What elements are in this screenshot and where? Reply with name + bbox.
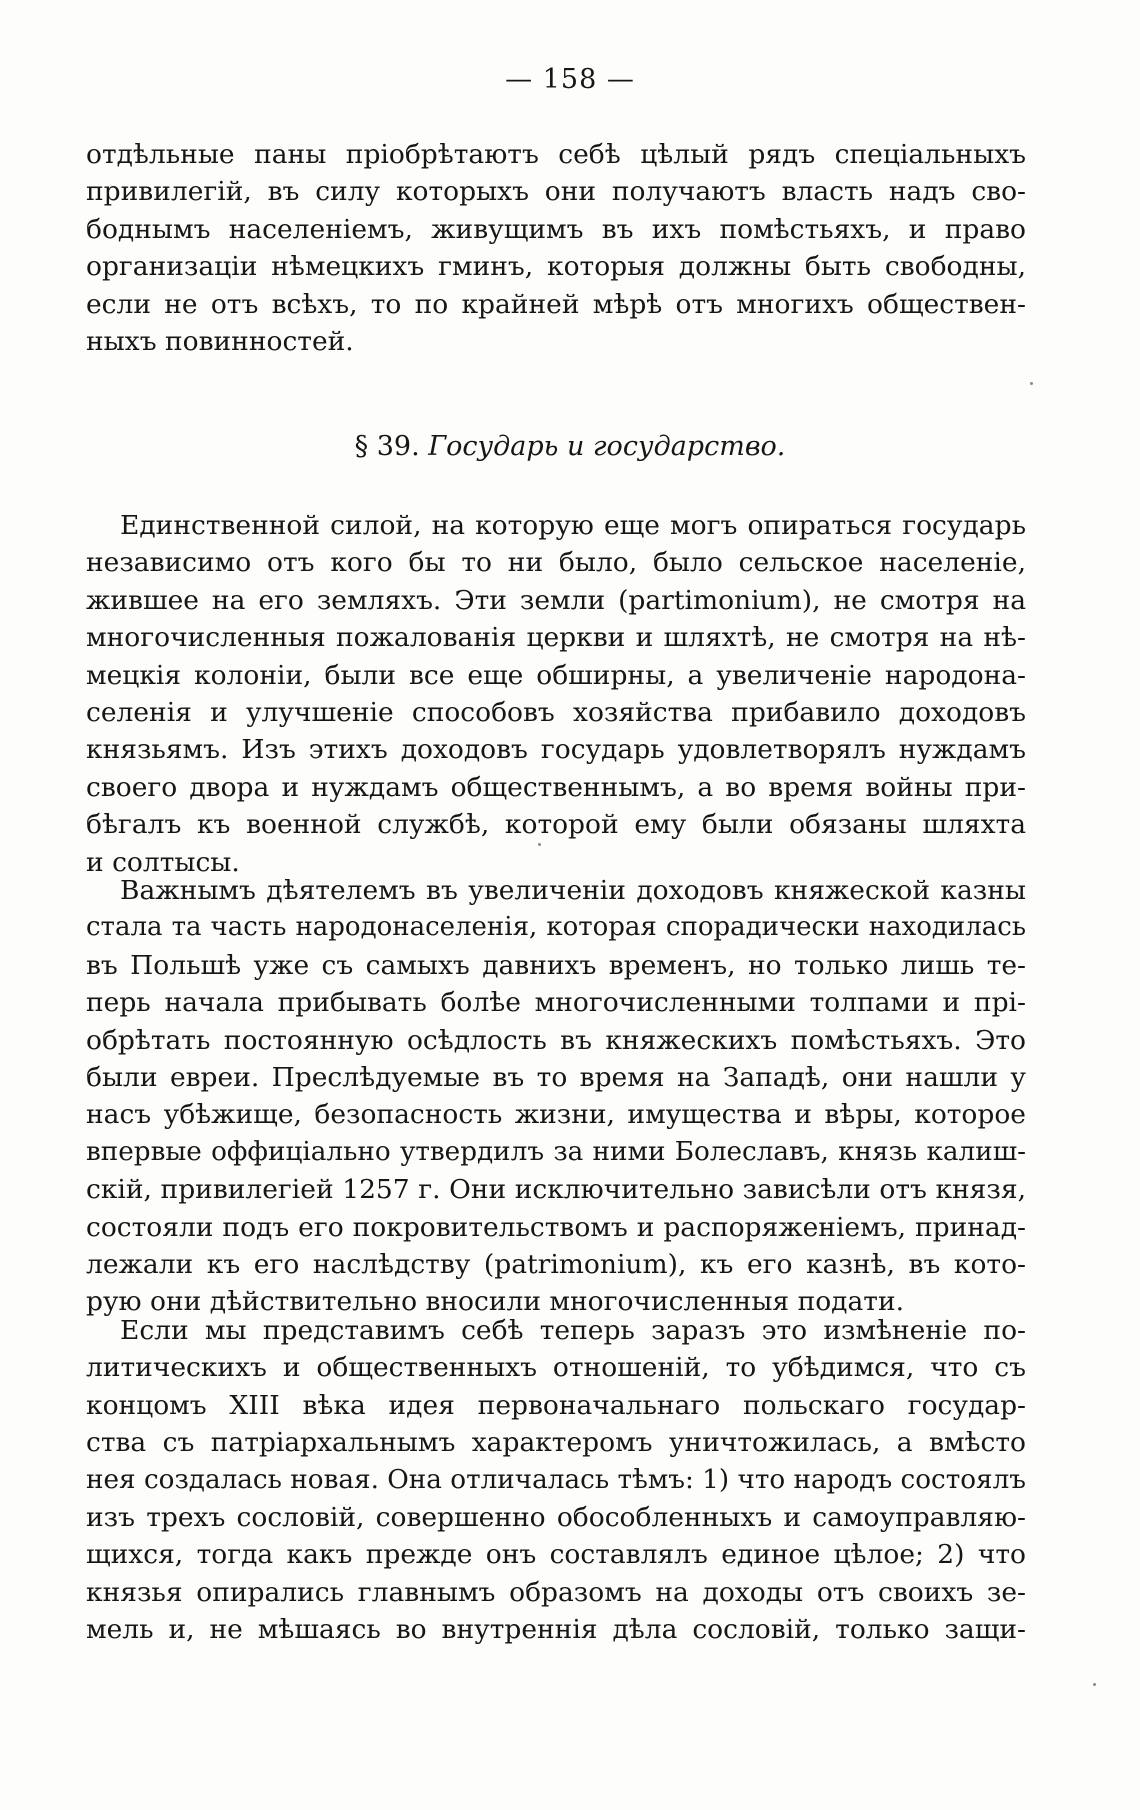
text-line: и солтысы. bbox=[86, 846, 240, 878]
text-line: многочисленныя пожалованія церкви и шляхтѣ, не смотря на нѣ- bbox=[86, 622, 1026, 654]
section-title: Государь и государство. bbox=[428, 431, 786, 462]
text-line: щихся, тогда какъ прежде онъ составлялъ единое цѣлое; 2) что bbox=[86, 1539, 1026, 1571]
text-line: бѣгалъ къ военной службѣ, которой ему были обязаны шляхта bbox=[86, 809, 1026, 841]
scan-speck bbox=[1030, 382, 1033, 385]
text-line: литическихъ и общественныхъ отношеній, то убѣдимся, что съ bbox=[86, 1352, 1026, 1384]
text-line: обрѣтать постоянную осѣдлость въ княжескихъ помѣстьяхъ. Это bbox=[86, 1024, 1026, 1056]
text-line: привилегій, въ силу которыхъ они получаютъ власть надъ сво- bbox=[86, 176, 1026, 208]
text-line: Единственной силой, на которую еще могъ опираться государь bbox=[120, 510, 1026, 541]
text-line: мель и, не мѣшаясь во внутреннія дѣла сословій, только защи- bbox=[86, 1614, 1026, 1646]
text-line: были евреи. Преслѣдуемые въ то время на Западѣ, они нашли у bbox=[86, 1061, 1026, 1093]
text-line: князья опирались главнымъ образомъ на доходы отъ своихъ зе- bbox=[86, 1576, 1026, 1608]
section-heading bbox=[0, 431, 1140, 462]
text-line: скій, привилегіей 1257 г. Они исключительно зависѣли отъ князя, bbox=[86, 1174, 1026, 1206]
text-line: ства съ патріархальнымъ характеромъ уничтожилась, а вмѣсто bbox=[86, 1427, 1026, 1459]
text-line: если не отъ всѣхъ, то по крайней мѣрѣ отъ многихъ обществен- bbox=[86, 288, 1026, 320]
text-line: мецкія колоніи, были все еще обширны, а увеличеніе народона- bbox=[86, 659, 1026, 691]
text-line: концомъ XIII вѣка идея первоначальнаго польскаго государ- bbox=[86, 1389, 1026, 1421]
text-line: отдѣльные паны пріобрѣтаютъ себѣ цѣлый рядъ спеціальныхъ bbox=[86, 139, 1026, 170]
text-line: перь начала прибывать болѣе многочисленными толпами и прі- bbox=[86, 987, 1026, 1019]
text-line: насъ убѣжище, безопасность жизни, имущества и вѣры, которое bbox=[86, 1099, 1026, 1131]
text-line: состояли подъ его покровительствомъ и распоряженіемъ, принад- bbox=[86, 1211, 1026, 1243]
text-line: впервые оффиціально утвердилъ за ними Болеславъ, князь калиш- bbox=[86, 1136, 1026, 1167]
page-number: — 158 — bbox=[505, 64, 635, 95]
text-line: рую они дѣйствительно вносили многочисленныя подати. bbox=[86, 1286, 905, 1318]
text-line: жившее на его земляхъ. Эти земли (partimonium), не смотря на bbox=[86, 584, 1026, 616]
scan-speck bbox=[538, 843, 541, 846]
text-line: лежали къ его наслѣдству (patrimonium), къ его казнѣ, въ кото- bbox=[86, 1248, 1026, 1280]
text-line: независимо отъ кого бы то ни было, было сельское населеніе, bbox=[86, 547, 1026, 579]
text-line: боднымъ населеніемъ, живущимъ въ ихъ помѣстьяхъ, и право bbox=[86, 213, 1026, 245]
text-line: нея создалась новая. Она отличалась тѣмъ: 1) что народъ состоялъ bbox=[86, 1464, 1026, 1495]
text-line: организаціи нѣмецкихъ гминъ, которыя должны быть свободны, bbox=[86, 251, 1026, 283]
scan-speck bbox=[1093, 1683, 1096, 1686]
text-line: въ Польшѣ уже съ самыхъ давнихъ временъ, но только лишь те- bbox=[86, 949, 1026, 981]
text-line: изъ трехъ сословій, совершенно обособленныхъ и самоуправляю- bbox=[86, 1501, 1026, 1533]
paragraph-1 bbox=[86, 507, 1026, 881]
text-line: селенія и улучшеніе способовъ хозяйства прибавило доходовъ bbox=[86, 696, 1026, 728]
intro-paragraph bbox=[86, 136, 1026, 360]
text-line: Важнымъ дѣятелемъ въ увеличеніи доходовъ княжеской казны bbox=[120, 875, 1026, 906]
text-line: своего двора и нуждамъ общественнымъ, а во время войны при- bbox=[86, 771, 1026, 803]
paragraph-3 bbox=[86, 1312, 1026, 1649]
section-number: § 39. bbox=[354, 431, 420, 462]
text-line: стала та часть народонаселенія, которая спорадически находилась bbox=[86, 912, 1026, 943]
text-line: Если мы представимъ себѣ теперь заразъ это измѣненіе по- bbox=[120, 1315, 1026, 1346]
text-line: князьямъ. Изъ этихъ доходовъ государь удовлетворялъ нуждамъ bbox=[86, 734, 1026, 766]
text-line: ныхъ повинностей. bbox=[86, 325, 354, 357]
paragraph-2 bbox=[86, 872, 1026, 1321]
